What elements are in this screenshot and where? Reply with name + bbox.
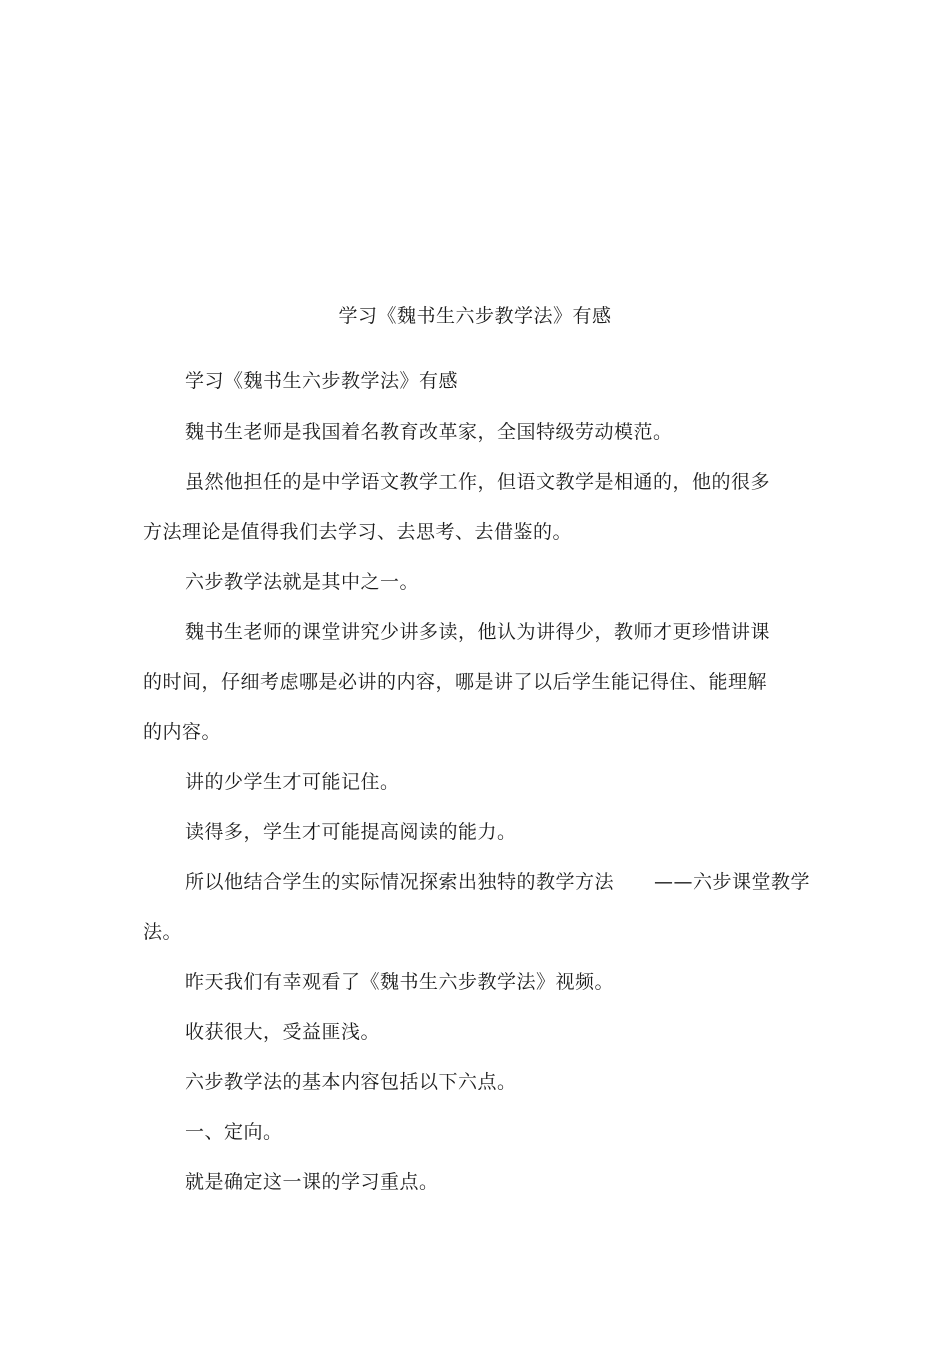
paragraph-line: 的内容。 — [143, 721, 222, 743]
paragraph-line: 方法理论是值得我们去学习、去思考、去借鉴的。 — [143, 521, 573, 543]
paragraph-line: 魏书生老师是我国着名教育改革家，全国特级劳动模范。 — [185, 421, 673, 443]
paragraph-line: 一、定向。 — [185, 1121, 283, 1143]
paragraph-line: 虽然他担任的是中学语文教学工作，但语文教学是相通的，他的很多 — [185, 471, 771, 493]
paragraph-line-dash-text: ——六步课堂教学 — [654, 871, 811, 893]
paragraph-line — [185, 868, 810, 896]
paragraph-line: 的时间，仔细考虑哪是必讲的内容，哪是讲了以后学生能记得住、能理解 — [143, 671, 768, 693]
paragraph-line: 法。 — [143, 921, 183, 943]
paragraph-line: 收获很大，受益匪浅。 — [185, 1021, 381, 1043]
paragraph-line: 学习《魏书生六步教学法》有感 — [185, 370, 459, 392]
paragraph-line: 就是确定这一课的学习重点。 — [185, 1171, 439, 1193]
document-title: 学习《魏书生六步教学法》有感 — [338, 305, 612, 327]
paragraph-line: 读得多，学生才可能提高阅读的能力。 — [185, 821, 517, 843]
paragraph-line: 讲的少学生才可能记住。 — [185, 771, 400, 793]
paragraph-line: 昨天我们有幸观看了《魏书生六步教学法》视频。 — [185, 971, 615, 993]
paragraph-line-text: 所以他结合学生的实际情况探索出独特的教学方法 — [185, 871, 615, 893]
paragraph-line: 六步教学法就是其中之一。 — [185, 571, 420, 593]
paragraph-line: 六步教学法的基本内容包括以下六点。 — [185, 1071, 517, 1093]
paragraph-line: 魏书生老师的课堂讲究少讲多读，他认为讲得少，教师才更珍惜讲课 — [185, 621, 771, 643]
